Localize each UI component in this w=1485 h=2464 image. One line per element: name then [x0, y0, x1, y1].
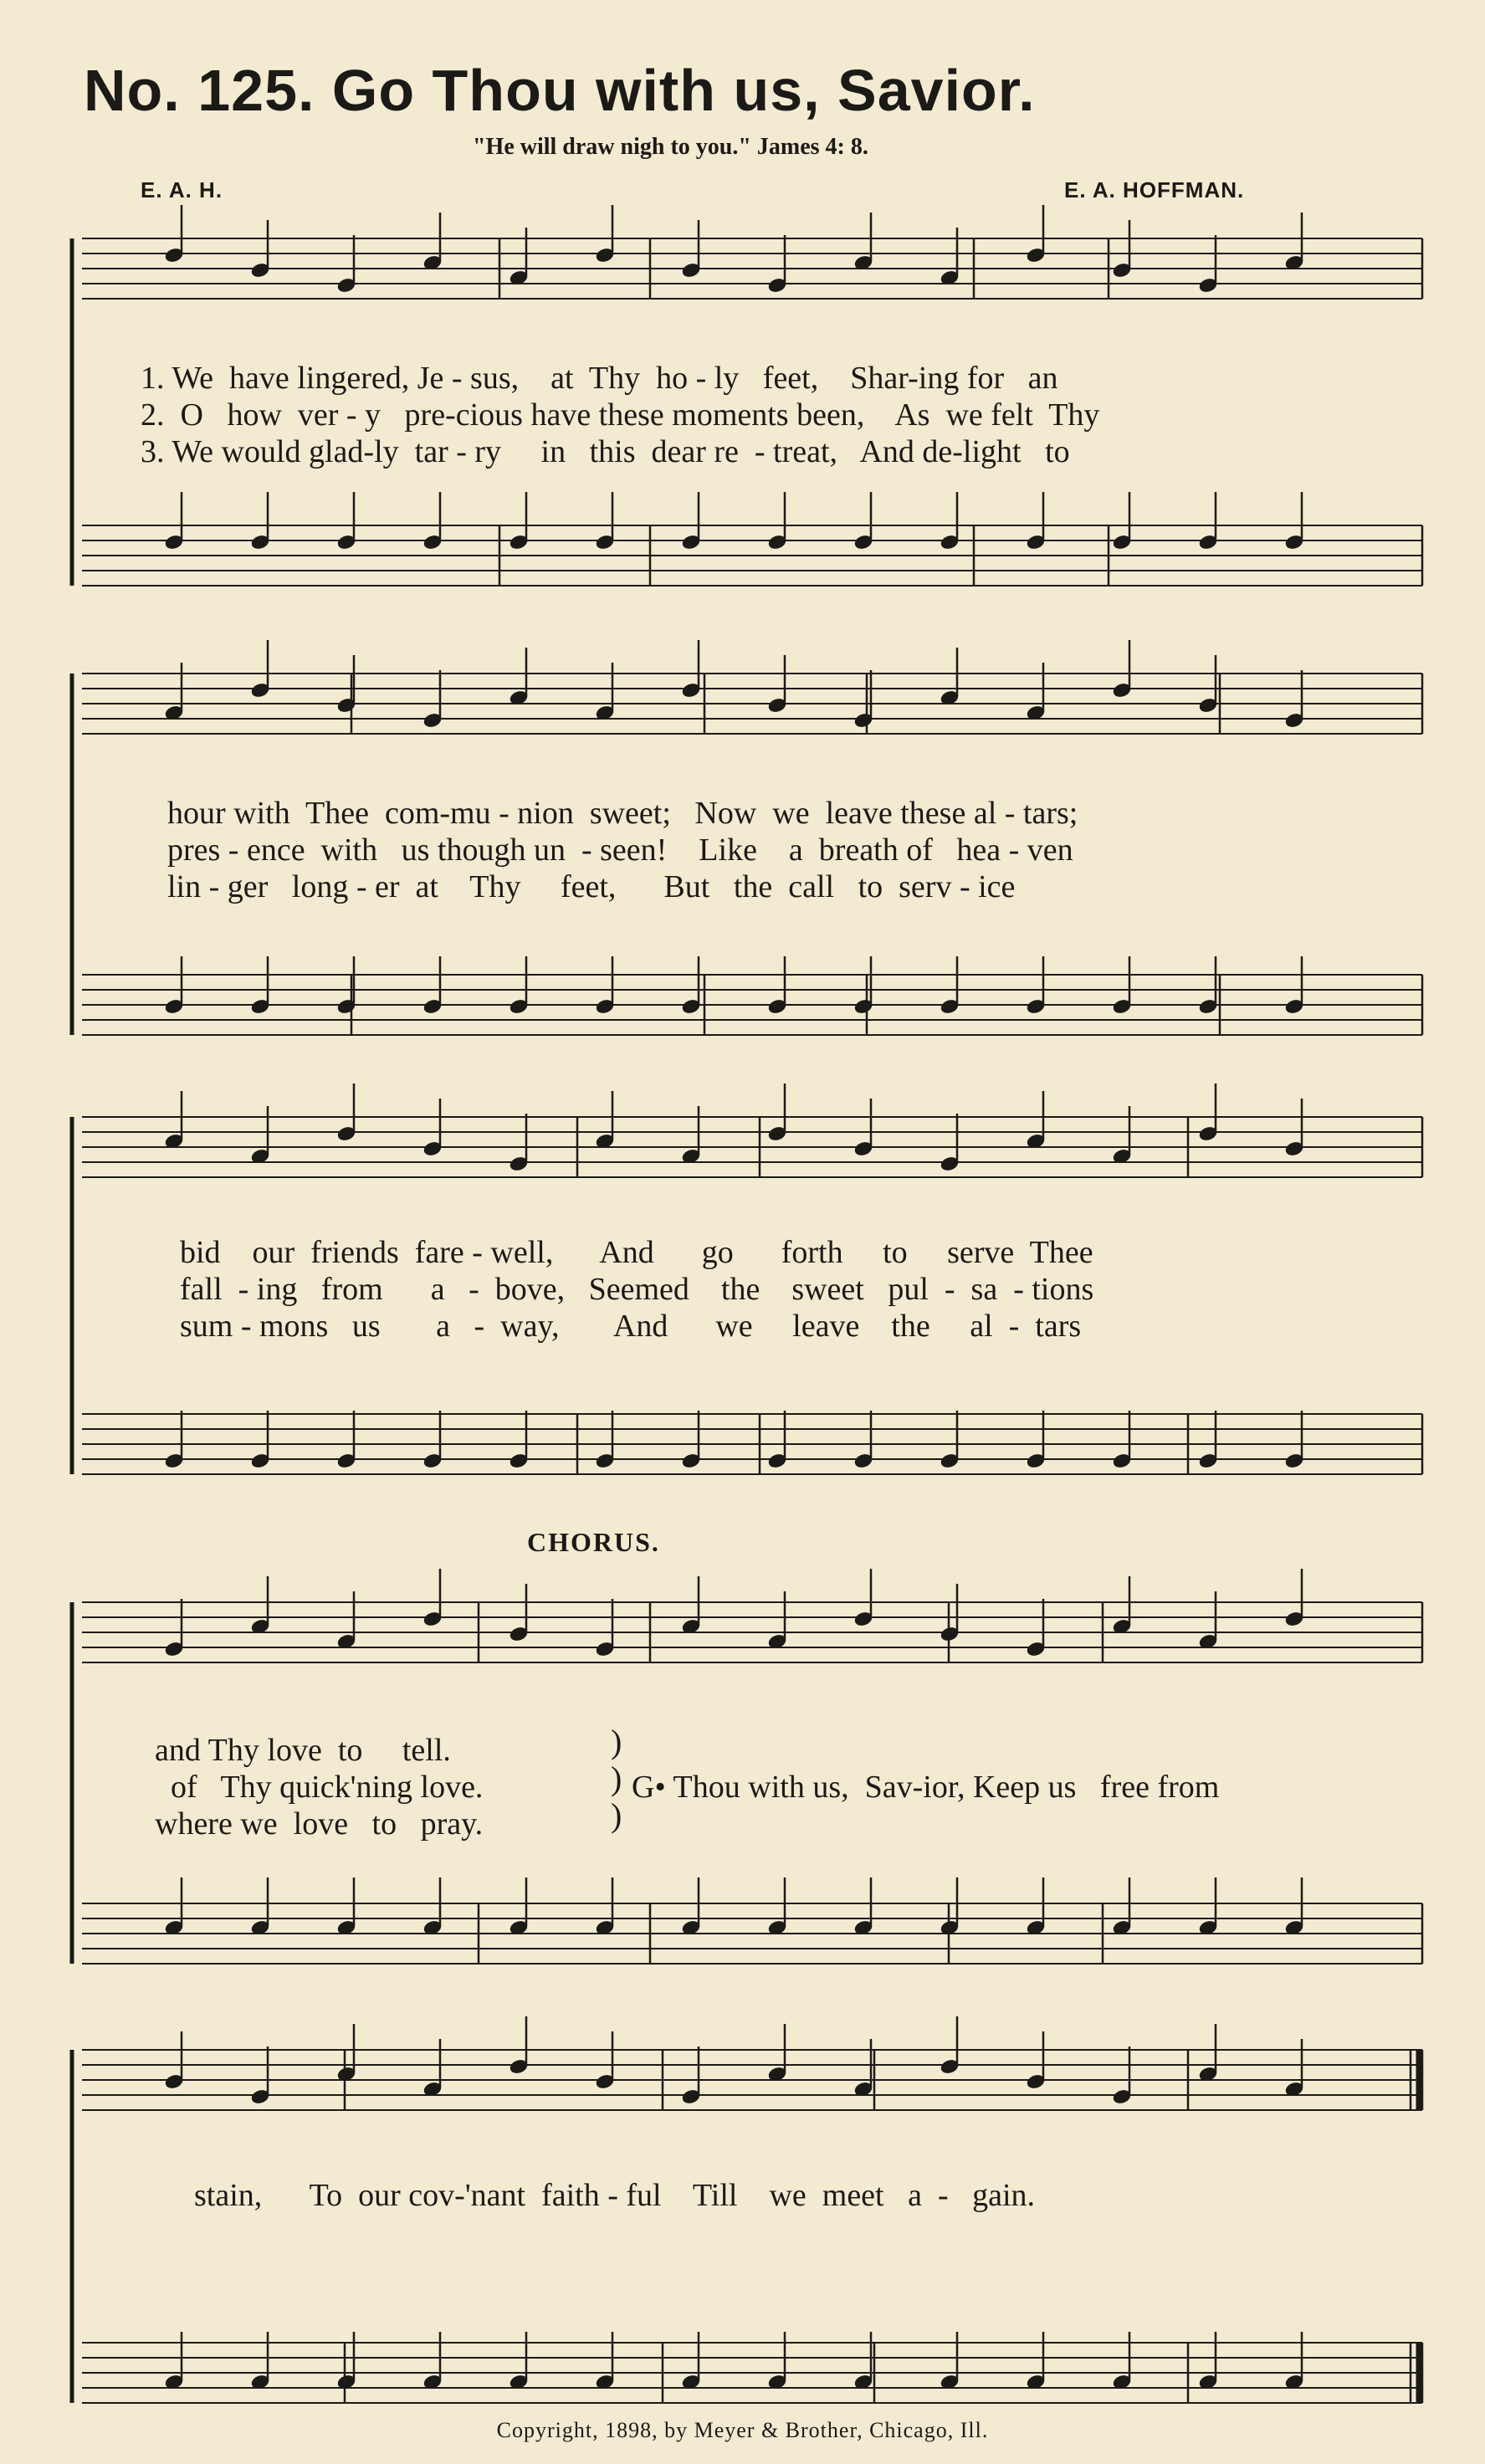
lyric-line: where we love to pray. [155, 1806, 484, 1842]
chorus-label: CHORUS. [527, 1527, 660, 1557]
verse-bracket: ) [611, 1723, 622, 1760]
lyric-line: 1. We have lingered, Je - sus, at Thy ho - ly feet, Shar-ing for an [141, 361, 1058, 396]
lyric-line: stain, To our cov-'nant faith - ful Till we meet a - gain. [194, 2178, 1036, 2213]
composer-credit: E. A. HOFFMAN. [1064, 177, 1245, 202]
verse-bracket: ) [611, 1760, 622, 1797]
lyric-line: bid our friends fare - well, And go forth to serve Thee [180, 1235, 1093, 1270]
lyric-line: and Thy love to tell. [155, 1733, 451, 1768]
hymn-title: No. 125. Go Thou with us, Savior. [84, 58, 1036, 123]
lyric-line: hour with Thee com-mu - nion sweet; Now we leave these al - tars; [167, 796, 1078, 831]
copyright-notice: Copyright, 1898, by Meyer & Brother, Chicago, Ill. [496, 2418, 989, 2442]
verse-bracket: ) [611, 1796, 622, 1834]
lyric-line: 3. We would glad-ly tar - ry in this dear re - treat, And de-light to [141, 434, 1070, 469]
lyric-line: fall - ing from a - bove, Seemed the sweet pul - sa - tions [180, 1272, 1094, 1307]
lyric-line: of Thy quick'ning love. [155, 1770, 484, 1805]
chorus-lyric-line: G• Thou with us, Sav-ior, Keep us free from [632, 1770, 1220, 1805]
lyric-line: sum - mons us a - way, And we leave the al - tars [180, 1309, 1082, 1344]
lyricist-credit: E. A. H. [141, 177, 223, 202]
lyric-line: pres - ence with us though un - seen! Like a breath of hea - ven [167, 832, 1073, 868]
scripture-epigraph: "He will draw nigh to you." James 4: 8. [473, 134, 868, 160]
lyric-line: lin - ger long - er at Thy feet, But the call to serv - ice [167, 869, 1016, 904]
lyric-line: 2. O how ver - y pre-cious have these moments been, As we felt Thy [141, 397, 1100, 433]
